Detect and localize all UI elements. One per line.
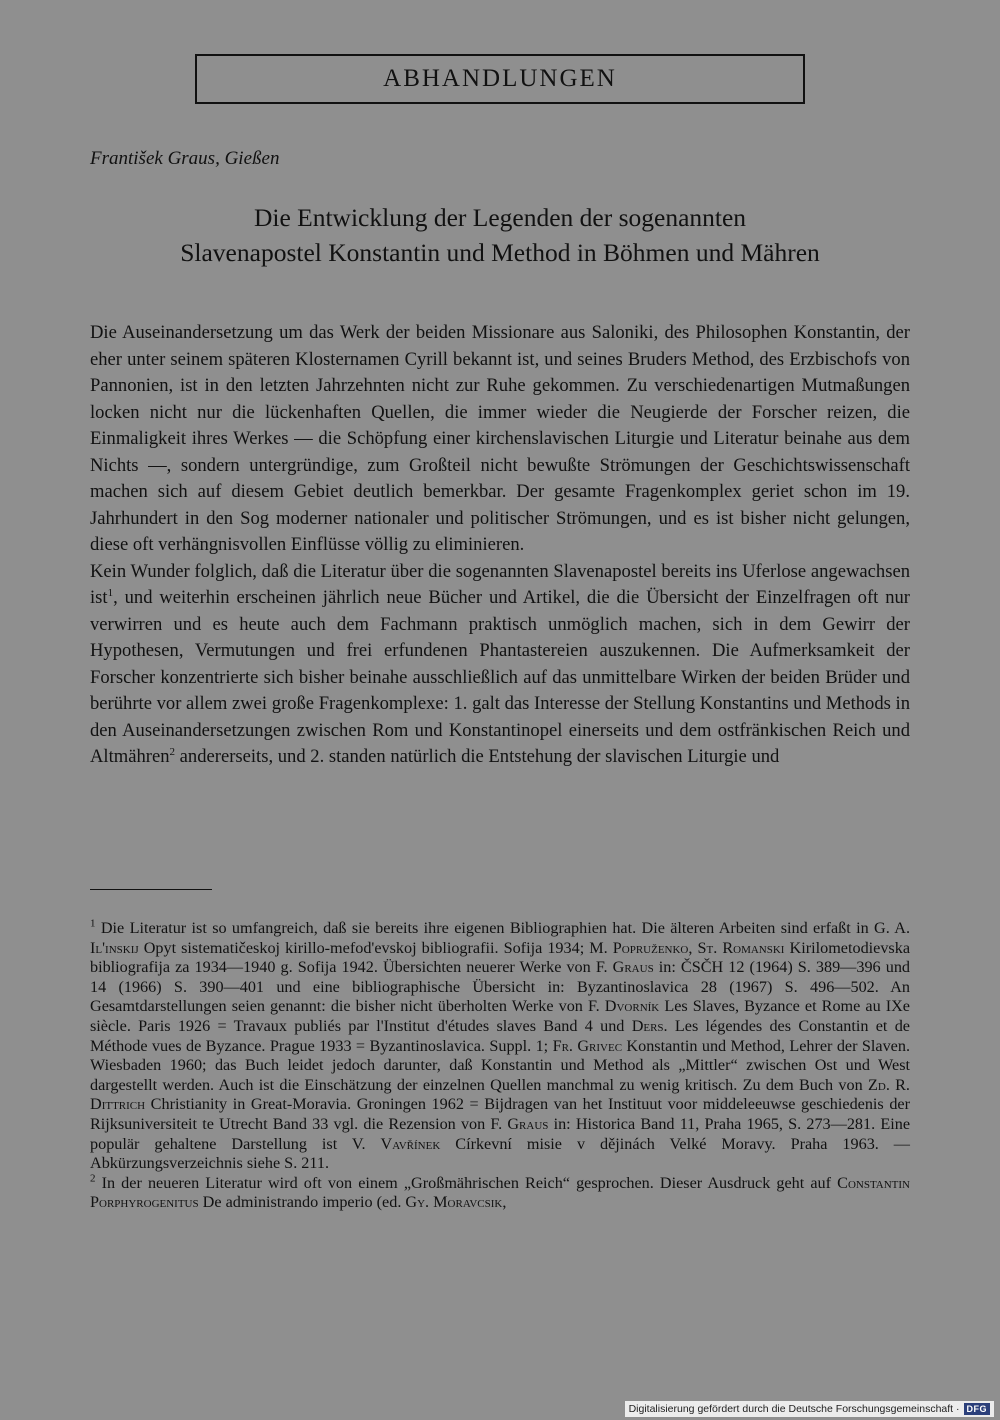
- fn1-author-graus-2: Graus: [507, 1114, 549, 1133]
- footnote-ref-1: 1: [107, 586, 114, 599]
- fn2-author-constantin: Constantin Porphyrogenitus: [90, 1173, 910, 1212]
- paragraph-2-part-c: andererseits, und 2. standen natürlich die Entstehung der slavischen Liturgie und: [175, 746, 780, 767]
- fn1-text-b: Opyt sistematičeskoj kirillo-mefod'evskoj bibliografii. Sofija 1934; M.: [138, 938, 613, 957]
- paragraph-1: Die Auseinandersetzung um das Werk der beiden Missionare aus Saloniki, des Philosophen Konstantin, der eher unter seinem späteren Klosternamen Cyrill bekannt ist, und seines Bruders Method, des Erzbischofs von Pannonien, ist in den letzten Jahrzehnten nicht zur Ruhe gekommen. Zu verschiedenartigen Mutmaßungen locken nicht nur die lückenhaften Quellen, die immer wieder die Neugierde der Forscher reizen, die Einmaligkeit ihres Werkes — die Schöpfung einer kirchenslavischen Liturgie und Literatur beinahe aus dem Nichts —, sondern untergründige, zum Großteil nicht bewußte Strömungen der Geschichtswissenschaft machen sich auf diesem Gebiet deutlich bemerkbar. Der gesamte Fragenkomplex geriet schon im 19. Jahrhundert in den Sog moderner nationaler und politischer Strömungen, und es ist bisher nicht gelungen, diese oft verhängnisvollen Einflüsse völlig zu eliminieren.: [90, 322, 910, 555]
- fn1-author-ders: Ders.: [631, 1016, 668, 1035]
- fn1-text-e: in: ČSČH 12 (1964) S. 389—396 und 14 (1966) S. 390—401 und eine bibliographische Übersicht in: Byzantinoslavica 28 (1967) S. 496—502. An Gesamtdarstellungen seien genannt: die bisher nicht überholten Werke von F.: [90, 958, 911, 1016]
- dfg-banner: [625, 1401, 994, 1417]
- fn1-text-h: Konstantin und Method, Lehrer der Slaven. Wiesbaden 1960; das Buch leidet jedoch darunter, daß Konstantin und Method als „Mittler“ zwischen Ost und West dargestellt werden. Auch ist die Einschätzung der einzelnen Quellen manchmal zu wenig kritisch. Zu dem Buch von: [90, 1036, 910, 1094]
- fn1-author-dittrich: Zd. R. Dittrich: [90, 1075, 910, 1114]
- fn2-text-c: ,: [502, 1193, 507, 1212]
- footnote-ref-2: 2: [169, 745, 176, 758]
- footnotes: [90, 919, 910, 1213]
- section-title: ABHANDLUNGEN: [383, 65, 617, 92]
- dfg-banner-text: Digitalisierung gefördert durch die Deutsche Forschungsgemeinschaft ·: [628, 1403, 960, 1415]
- fn1-text-d: Kirilometodievska bibliografija za 1934—1940 g. Sofija 1942. Übersichten neuerer Werke von F.: [90, 938, 911, 977]
- footnote-2: [90, 1174, 910, 1213]
- fn1-text-j: in: Historica Band 11, Praha 1965, S. 273—281. Eine populär gehaltene Darstellung ist V.: [90, 1114, 911, 1153]
- footnote-1-number: 1: [90, 917, 96, 930]
- fn1-author-grivec: Fr. Grivec: [552, 1036, 623, 1055]
- paragraph-2-part-a: Kein Wunder folglich, daß die Literatur über die sogenannten Slavenapostel bereits ins Uferlose angewachsen ist: [90, 560, 910, 608]
- paragraph-2: [90, 559, 910, 771]
- fn1-author-dvornik: Dvorník: [604, 997, 660, 1016]
- fn1-author-popruzenko: Popruženko: [612, 938, 689, 957]
- footnote-2-number: 2: [90, 1172, 96, 1185]
- fn2-text-a: In der neueren Literatur wird oft von einem „Großmährischen Reich“ gesprochen. Dieser Ausdruck geht auf: [95, 1173, 838, 1192]
- fn1-text-a: Die Literatur ist so umfangreich, daß sie bereits ihre eigenen Bibliographien hat. Die älteren Arbeiten sind erfaßt in G. A.: [95, 919, 910, 937]
- footnote-rule: [90, 889, 212, 890]
- fn1-text-g: Les légendes des Constantin et de Méthode vues de Byzance. Prague 1933 = Byzantinoslavica. Suppl. 1;: [90, 1016, 910, 1055]
- body-text: [90, 320, 910, 771]
- article-title: [90, 200, 910, 270]
- title-line-1: Die Entwicklung der Legenden der sogenannten: [253, 203, 747, 232]
- fn1-author-ilinskij: Il'inskij: [90, 938, 139, 957]
- paragraph-2-part-b: , und weiterhin erscheinen jährlich neue Bücher und Artikel, die die Übersicht der Einzelfragen oft nur verwirren und es heute auch dem Fachmann praktisch unmöglich machen, sich in dem Gewirr der Hypothesen, Vermutungen und frei erfundenen Phantastereien auszukennen. Die Aufmerksamkeit der Forscher konzentrierte sich bisher beinahe ausschließlich auf das unmittelbare Wirken der beiden Brüder und berührte vor allem zwei große Fragenkomplexe: 1. galt das Interesse der Stellung Konstantins und Methods in den Auseinandersetzungen zwischen Rom und Konstantinopel einerseits und dem ostfränkischen Reich und Altmähren: [90, 587, 910, 767]
- fn1-author-vavrinek: Vavřínek: [380, 1134, 441, 1153]
- fn2-author-moravcsik: Gy. Moravcsik: [405, 1193, 503, 1212]
- fn1-author-graus: Graus: [612, 958, 654, 977]
- title-line-2: Slavenapostel Konstantin und Method in Böhmen und Mähren: [180, 238, 820, 267]
- fn1-text-f: Les Slaves, Byzance et Rome au IXe siècle. Paris 1926 = Travaux publiés par l'Institut d'études slaves Band 4 und: [90, 997, 910, 1035]
- fn2-text-b: De administrando imperio (ed.: [198, 1193, 406, 1212]
- fn1-text-i: Christianity in Great-Moravia. Groningen 1962 = Bijdragen van het Instituut voor middeleeuwse geschiedenis der Rijksuniversiteit te Utrecht Band 33 vgl. die Rezension von F.: [90, 1095, 910, 1133]
- dfg-logo-icon: DFG: [964, 1403, 991, 1415]
- fn1-author-romanski: St. Romanski: [697, 938, 785, 957]
- fn1-text-c: ,: [688, 938, 698, 957]
- author-line: František Graus, Gießen: [90, 148, 280, 169]
- fn1-text-k: Církevní misie v dějinách Velké Moravy. Praha 1963. — Abkürzungsverzeichnis siehe S. 211.: [90, 1134, 910, 1173]
- footnote-1: [90, 919, 910, 1174]
- section-header-box: [195, 54, 805, 104]
